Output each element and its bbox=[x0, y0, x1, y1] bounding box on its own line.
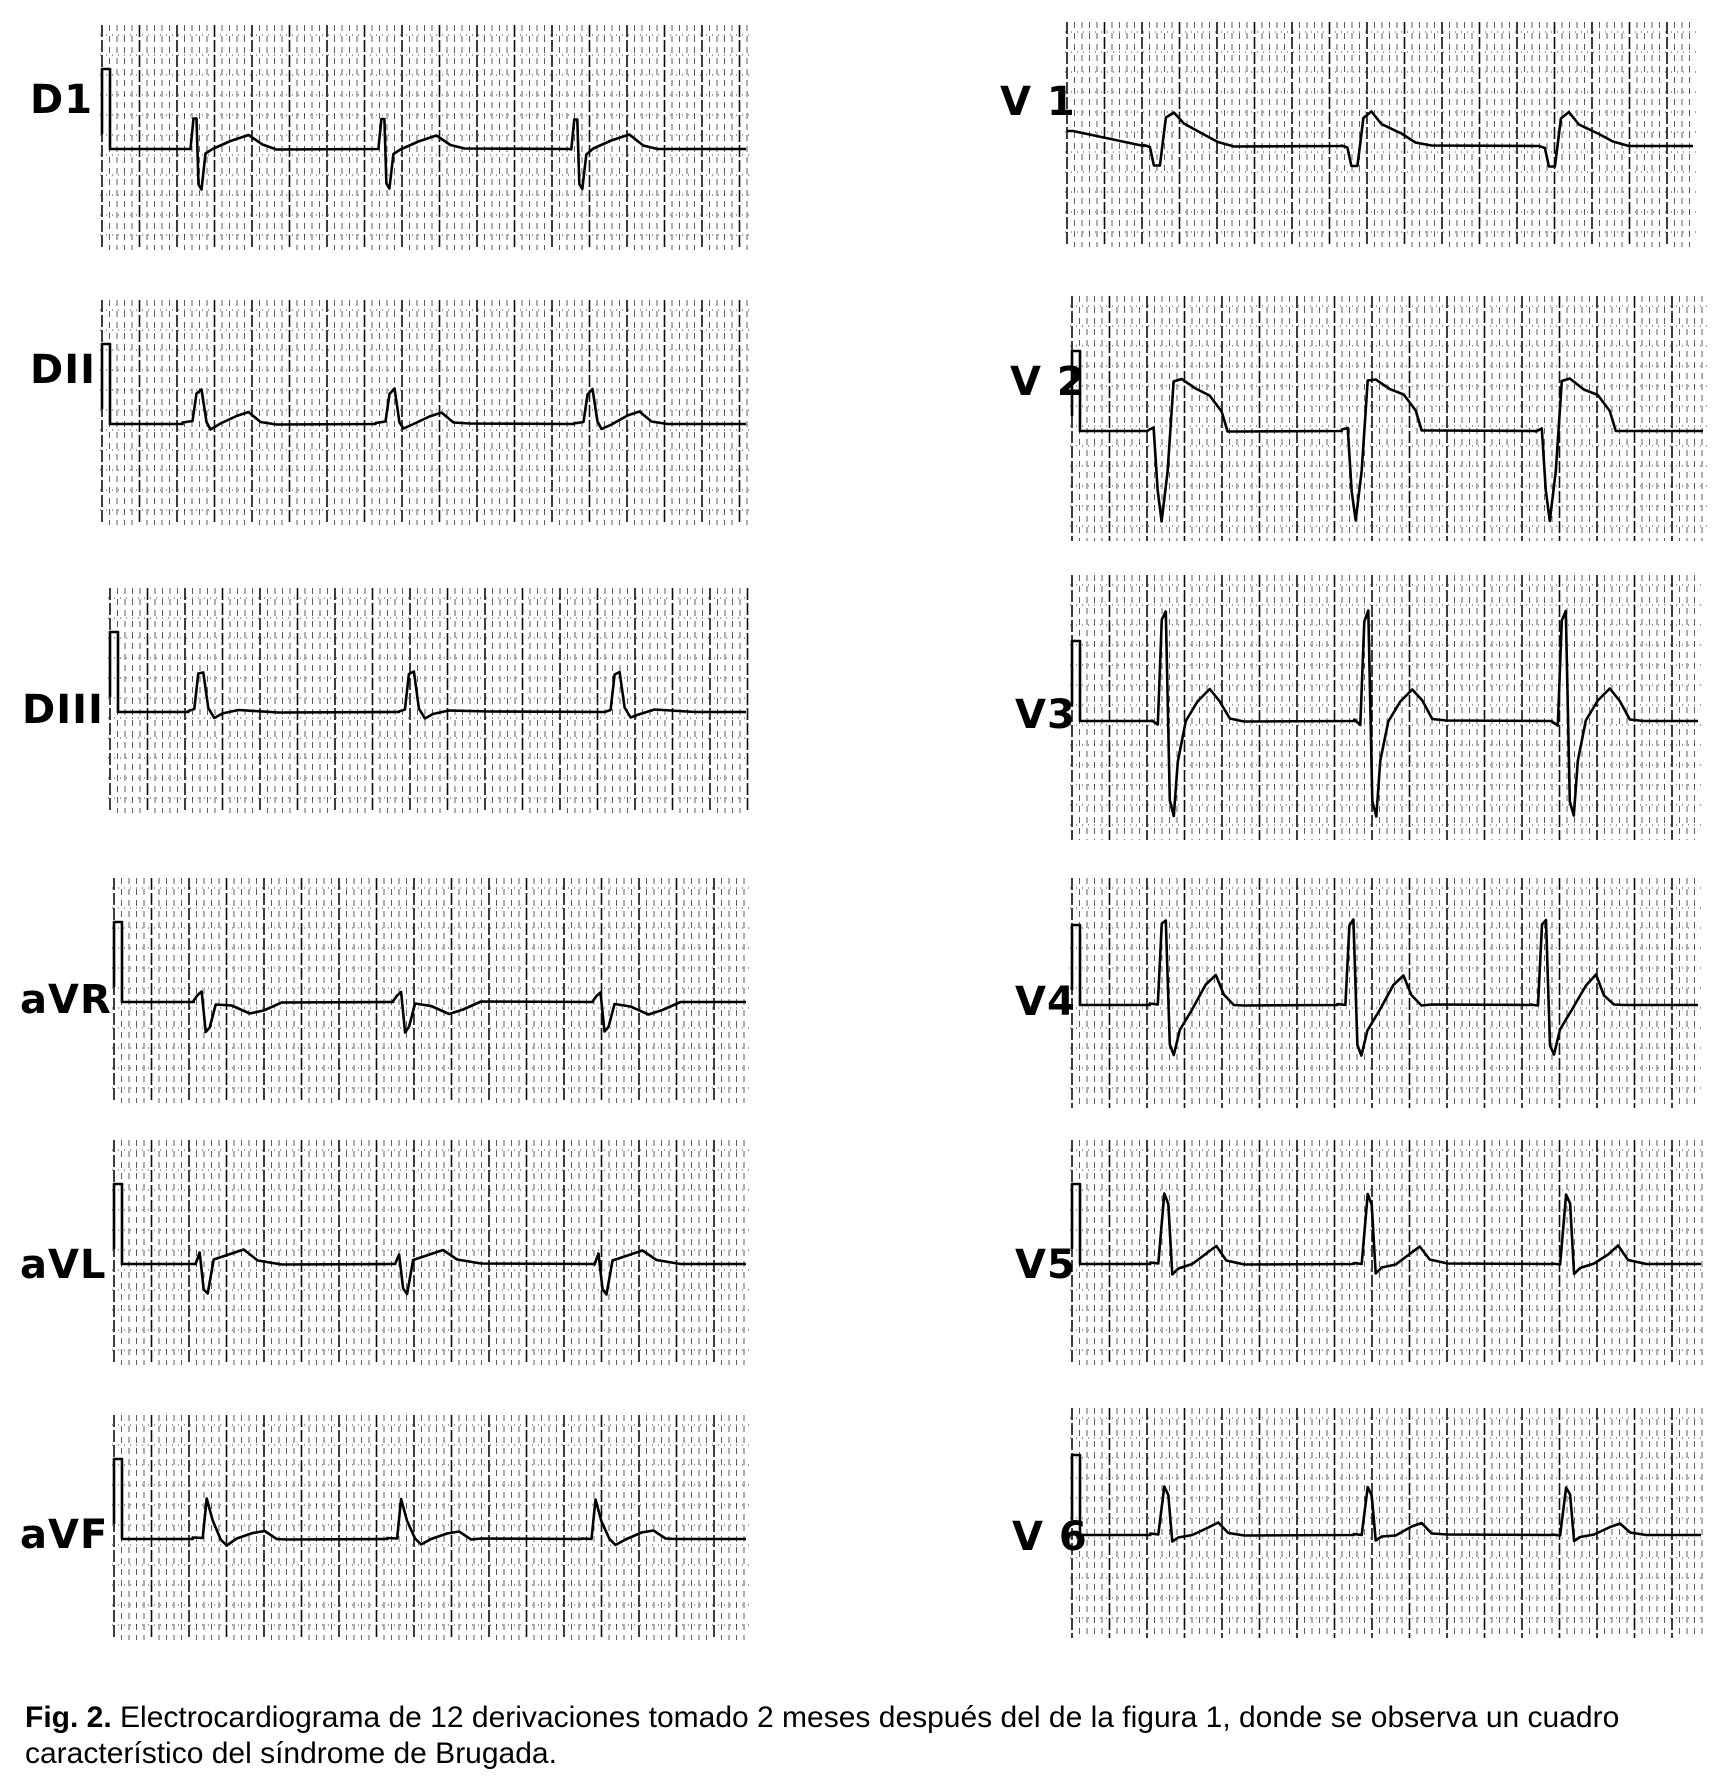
ecg-trace-v3 bbox=[1070, 575, 1702, 840]
ecg-trace-d1 bbox=[100, 25, 750, 250]
ecg-strip-avl bbox=[112, 1140, 750, 1365]
ecg-strip-v1 bbox=[1065, 22, 1697, 247]
ecg-trace-diii bbox=[108, 588, 750, 813]
ecg-grid bbox=[108, 588, 750, 813]
ecg-strip-avf bbox=[112, 1415, 750, 1640]
ecg-strip-v2 bbox=[1070, 296, 1707, 541]
lead-label-v3: V3 bbox=[1015, 692, 1076, 738]
ecg-strip-avr bbox=[112, 878, 750, 1103]
ecg-strip-diii bbox=[108, 588, 750, 813]
ecg-trace-v5 bbox=[1070, 1140, 1705, 1365]
ecg-trace-dii bbox=[100, 300, 750, 525]
ecg-grid bbox=[112, 1140, 750, 1365]
ecg-waveform bbox=[114, 922, 746, 1033]
lead-label-v5: V5 bbox=[1015, 1242, 1076, 1288]
ecg-trace-v4 bbox=[1070, 878, 1702, 1108]
ecg-waveform bbox=[1072, 351, 1703, 522]
lead-label-avl: aVL bbox=[20, 1242, 107, 1288]
lead-label-v1: V 1 bbox=[1000, 79, 1076, 125]
ecg-grid bbox=[112, 878, 750, 1103]
ecg-strip-v6 bbox=[1070, 1408, 1705, 1638]
ecg-waveform bbox=[114, 1459, 746, 1546]
caption-label: Fig. 2. bbox=[25, 1701, 112, 1734]
ecg-waveform bbox=[1072, 1184, 1701, 1275]
ecg-grid bbox=[112, 1415, 750, 1640]
ecg-trace-v1 bbox=[1065, 22, 1697, 247]
ecg-strip-v4 bbox=[1070, 878, 1702, 1108]
caption-text: Electrocardiograma de 12 derivaciones tomado 2 meses después del de la figura 1, donde se observa un cuadro característico del síndrome de Brugada. bbox=[25, 1701, 1620, 1770]
lead-label-diii: DIII bbox=[22, 687, 104, 733]
ecg-grid bbox=[1070, 878, 1702, 1108]
lead-label-d1: D1 bbox=[30, 77, 94, 123]
ecg-grid bbox=[100, 300, 750, 525]
lead-label-v6: V 6 bbox=[1012, 1514, 1088, 1560]
lead-label-avf: aVF bbox=[20, 1512, 109, 1558]
ecg-waveform bbox=[114, 1184, 746, 1295]
figure-caption bbox=[25, 1700, 1710, 1772]
ecg-trace-v2 bbox=[1070, 296, 1707, 541]
ecg-strip-dii bbox=[100, 300, 750, 525]
lead-label-v2: V 2 bbox=[1010, 359, 1086, 405]
lead-label-v4: V4 bbox=[1015, 979, 1076, 1025]
ecg-trace-avf bbox=[112, 1415, 750, 1640]
ecg-strip-v3 bbox=[1070, 575, 1702, 840]
ecg-trace-v6 bbox=[1070, 1408, 1705, 1638]
lead-label-avr: aVR bbox=[20, 977, 112, 1023]
ecg-strip-d1 bbox=[100, 25, 750, 250]
ecg-waveform bbox=[110, 632, 746, 719]
ecg-trace-avl bbox=[112, 1140, 750, 1365]
lead-label-dii: DII bbox=[30, 347, 96, 393]
ecg-trace-avr bbox=[112, 878, 750, 1103]
ecg-grid bbox=[1070, 1408, 1705, 1638]
ecg-strip-v5 bbox=[1070, 1140, 1705, 1365]
